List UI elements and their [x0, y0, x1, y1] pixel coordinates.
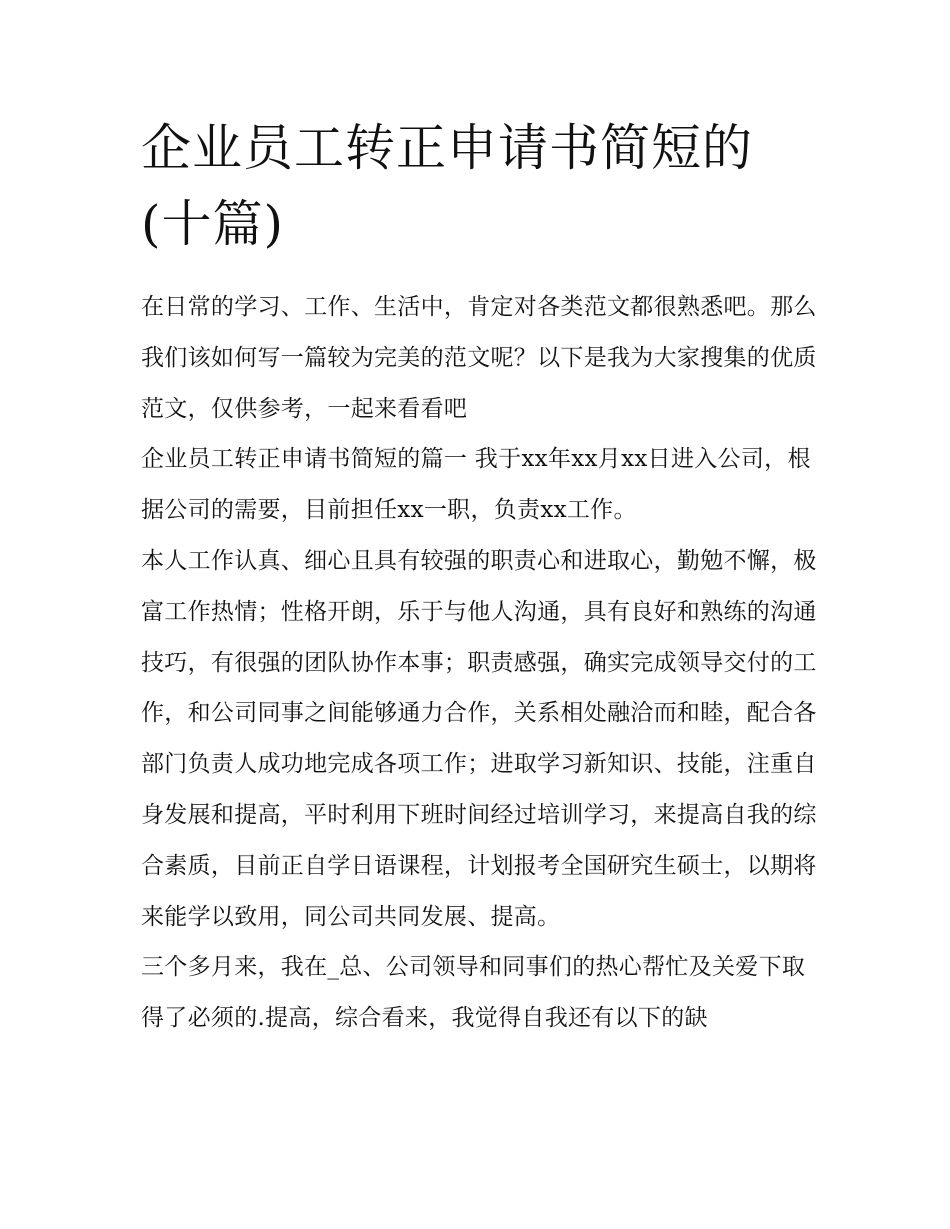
document-body	[141, 110, 821, 1044]
document-title: 企业员工转正申请书简短的(十篇)	[141, 119, 753, 253]
paragraph-1: 企业员工转正申请书简短的篇一 我于xx年xx月xx日进入公司，根据公司的需要，目前担任xx一职，负责xx工作。	[141, 446, 811, 524]
paragraph-3: 三个多月来，我在_总、公司领导和同事们的热心帮忙及关爱下取得了必须的.提高，综合看来，我觉得自我还有以下的缺	[141, 954, 806, 1032]
intro-paragraph: 在日常的学习、工作、生活中，肯定对各类范文都很熟悉吧。那么我们该如何写一篇较为完美的范文呢？以下是我为大家搜集的优质范文，仅供参考，一起来看看吧	[141, 294, 817, 422]
paragraph-2: 本人工作认真、细心且具有较强的职责心和进取心，勤勉不懈，极富工作热情；性格开朗，乐于与他人沟通，具有良好和熟练的沟通技巧，有很强的团队协作本事；职责感强，确实完成领导交付的工作，和公司同事之间能够通力合作，关系相处融洽而和睦，配合各部门负责人成功地完成各项工作；进取学习新知识、技能，注重自身发展和提高，平时利用下班时间经过培训学习，来提高自我的综合素质，目前正自学日语课程，计划报考全国研究生硕士，以期将来能学以致用，同公司共同发展、提高。	[141, 547, 817, 930]
